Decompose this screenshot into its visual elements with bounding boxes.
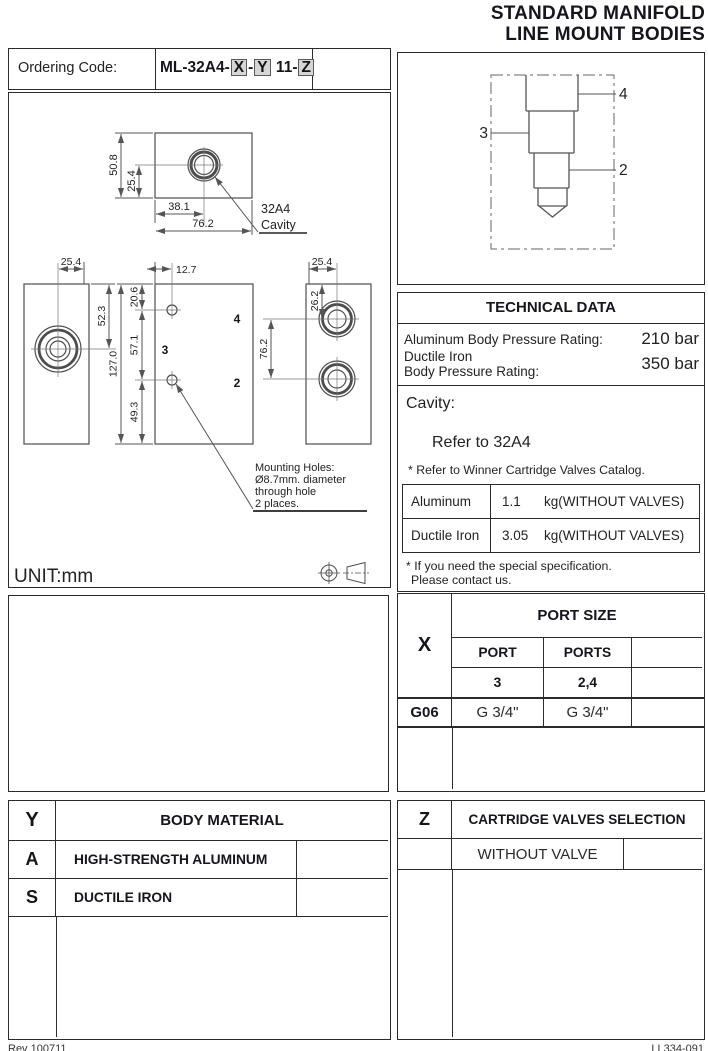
ordering-code-mid: 11-	[271, 59, 298, 76]
material-a-label: HIGH-STRENGTH ALUMINUM	[56, 841, 297, 879]
port-size-title-cell: PORT SIZE	[452, 594, 702, 638]
valves-title: CARTRIDGE VALVES SELECTION	[452, 801, 702, 839]
weight-value-aluminum: 1.1	[502, 494, 521, 509]
technical-divider	[398, 385, 704, 386]
mounting-note-line3: through hole	[255, 486, 317, 498]
page-title	[491, 3, 705, 45]
cavity-callout-line2: Cavity	[261, 218, 296, 232]
dim-38-1: 38.1	[168, 201, 190, 213]
aluminum-rating-row	[398, 329, 704, 349]
ordering-code-y: Y	[254, 59, 270, 76]
dim-25-4-left: 25.4	[60, 256, 82, 268]
dim-52-3: 52.3	[96, 305, 108, 327]
body-material-code-cell: Y	[9, 801, 56, 841]
mounting-note-line4: 2 places.	[255, 498, 300, 510]
special-spec-note-line2: Please contact us.	[411, 573, 512, 587]
dim-127-0: 127.0	[107, 350, 120, 378]
ordering-code-dash: -	[248, 59, 254, 76]
dim-25-4-right: 25.4	[311, 256, 333, 268]
port-size-x-cell: X	[398, 594, 452, 697]
iron-rating-row	[398, 349, 704, 379]
dim-76-2-ports: 76.2	[258, 338, 270, 360]
special-spec-note	[406, 559, 704, 587]
body-material-tail-divider	[56, 917, 57, 1037]
material-a-code: A	[9, 841, 56, 879]
iron-rating-label-line1: Ductile Iron	[404, 349, 473, 364]
top-view-dim-labels	[108, 154, 296, 232]
cavity-callout-line1: 32A4	[261, 202, 291, 216]
valves-code-cell: Z	[398, 801, 452, 839]
dim-25-4-top: 25.4	[126, 170, 138, 192]
g06-ports-value: G 3/4"	[544, 699, 632, 726]
valves-row-blank2	[624, 839, 702, 870]
valves-row-blank1	[398, 839, 452, 870]
iron-rating-label	[404, 349, 539, 379]
g06-port-value: G 3/4"	[452, 699, 544, 726]
mounting-note-line2: Ø8.7mm. diameter	[255, 474, 347, 486]
ordering-code-prefix: ML-32A4-	[160, 59, 230, 76]
technical-data-box	[397, 292, 705, 592]
empty-drawing-box	[8, 595, 389, 792]
ordering-code-value	[155, 49, 313, 89]
mounting-note-line1: Mounting Holes:	[255, 462, 335, 474]
body-material-table	[8, 800, 391, 1040]
side-views-dim-labels	[61, 256, 333, 422]
dim-76-2-top: 76.2	[192, 218, 214, 230]
special-spec-note-line1: * If you need the special specification.	[406, 559, 612, 573]
port-size-table	[397, 593, 705, 792]
page-title-line1: STANDARD MANIFOLD	[490, 3, 705, 24]
weight-material-iron: Ductile Iron	[403, 519, 491, 552]
weight-row-aluminum	[403, 485, 699, 519]
valves-option: WITHOUT VALVE	[452, 839, 624, 870]
material-a-blank	[297, 841, 388, 879]
cavity-port-2-label: 2	[619, 162, 628, 179]
port-size-blank-header	[632, 638, 702, 668]
body-material-title: BODY MATERIAL	[56, 801, 388, 841]
material-s-blank	[297, 879, 388, 917]
top-view-centerlines	[135, 147, 223, 225]
footer-revision: Rev 100711	[8, 1043, 67, 1051]
weight-value-iron: 3.05	[502, 528, 529, 543]
footer-doc-number: LL334-091	[651, 1043, 704, 1051]
port-4-label: 4	[233, 312, 241, 326]
center-view-outline	[155, 284, 253, 444]
ports-col-header: PORTS	[544, 638, 632, 668]
dim-49-3: 49.3	[128, 401, 141, 423]
dim-26-2: 26.2	[309, 290, 321, 312]
cavity-port-leaders	[491, 94, 616, 170]
valves-tail-divider	[452, 870, 453, 1037]
left-view-outline	[24, 284, 89, 444]
iron-rating-value: 350 bar	[641, 354, 699, 373]
top-view-outline	[155, 133, 252, 198]
port-sub-header: 3	[452, 668, 544, 697]
dim-50-8: 50.8	[108, 154, 120, 176]
cavity-diagram-box	[397, 52, 705, 285]
ordering-code-box	[8, 48, 391, 90]
page-title-line2: LINE MOUNT BODIES	[505, 24, 705, 45]
dim-57-1: 57.1	[128, 334, 141, 356]
dim-20-6: 20.6	[128, 286, 141, 308]
port-2-label: 2	[233, 376, 241, 390]
aluminum-rating-label: Aluminum Body Pressure Rating:	[404, 331, 603, 347]
port-number-labels	[162, 312, 241, 390]
weight-unit-aluminum: kg(WITHOUT VALVES)	[544, 494, 685, 509]
ports-sub-header: 2,4	[544, 668, 632, 697]
weight-material-aluminum: Aluminum	[403, 485, 491, 518]
dimension-drawing	[9, 93, 389, 586]
dimension-drawing-box	[8, 92, 391, 588]
technical-data-title: TECHNICAL DATA	[398, 293, 704, 324]
port-size-tail-divider	[452, 728, 453, 789]
port-3-label: 3	[161, 343, 169, 357]
cavity-step-profile	[526, 75, 578, 217]
cavity-diagram	[398, 53, 703, 283]
mounting-note	[255, 462, 346, 510]
unit-label: UNIT:mm	[14, 566, 94, 586]
port-size-heavy-line-2	[398, 726, 704, 728]
aluminum-rating-value: 210 bar	[641, 329, 699, 348]
cavity-section-value: Refer to 32A4	[432, 434, 531, 451]
iron-rating-label-line2: Body Pressure Rating:	[404, 364, 540, 379]
weight-table	[402, 484, 700, 553]
port-col-header: PORT	[452, 638, 544, 668]
dim-12-7: 12.7	[176, 264, 197, 276]
projection-symbol-icon	[318, 562, 369, 584]
g06-code-cell: G06	[398, 699, 452, 726]
cavity-boundary-dashed	[491, 75, 614, 249]
weight-unit-iron: kg(WITHOUT VALVES)	[544, 528, 685, 543]
weight-row-iron	[403, 519, 699, 552]
cartridge-valves-table	[397, 800, 705, 1040]
ordering-code-label: Ordering Code:	[18, 60, 118, 76]
material-s-code: S	[9, 879, 56, 917]
cavity-port-3-label: 3	[479, 125, 488, 142]
material-s-label: DUCTILE IRON	[56, 879, 297, 917]
cavity-section-label: Cavity:	[406, 395, 455, 412]
ordering-code-x: X	[231, 59, 247, 76]
catalog-note: * Refer to Winner Cartridge Valves Catalog.	[408, 463, 645, 477]
ordering-code-z: Z	[298, 59, 313, 76]
cavity-port-4-label: 4	[619, 86, 628, 103]
